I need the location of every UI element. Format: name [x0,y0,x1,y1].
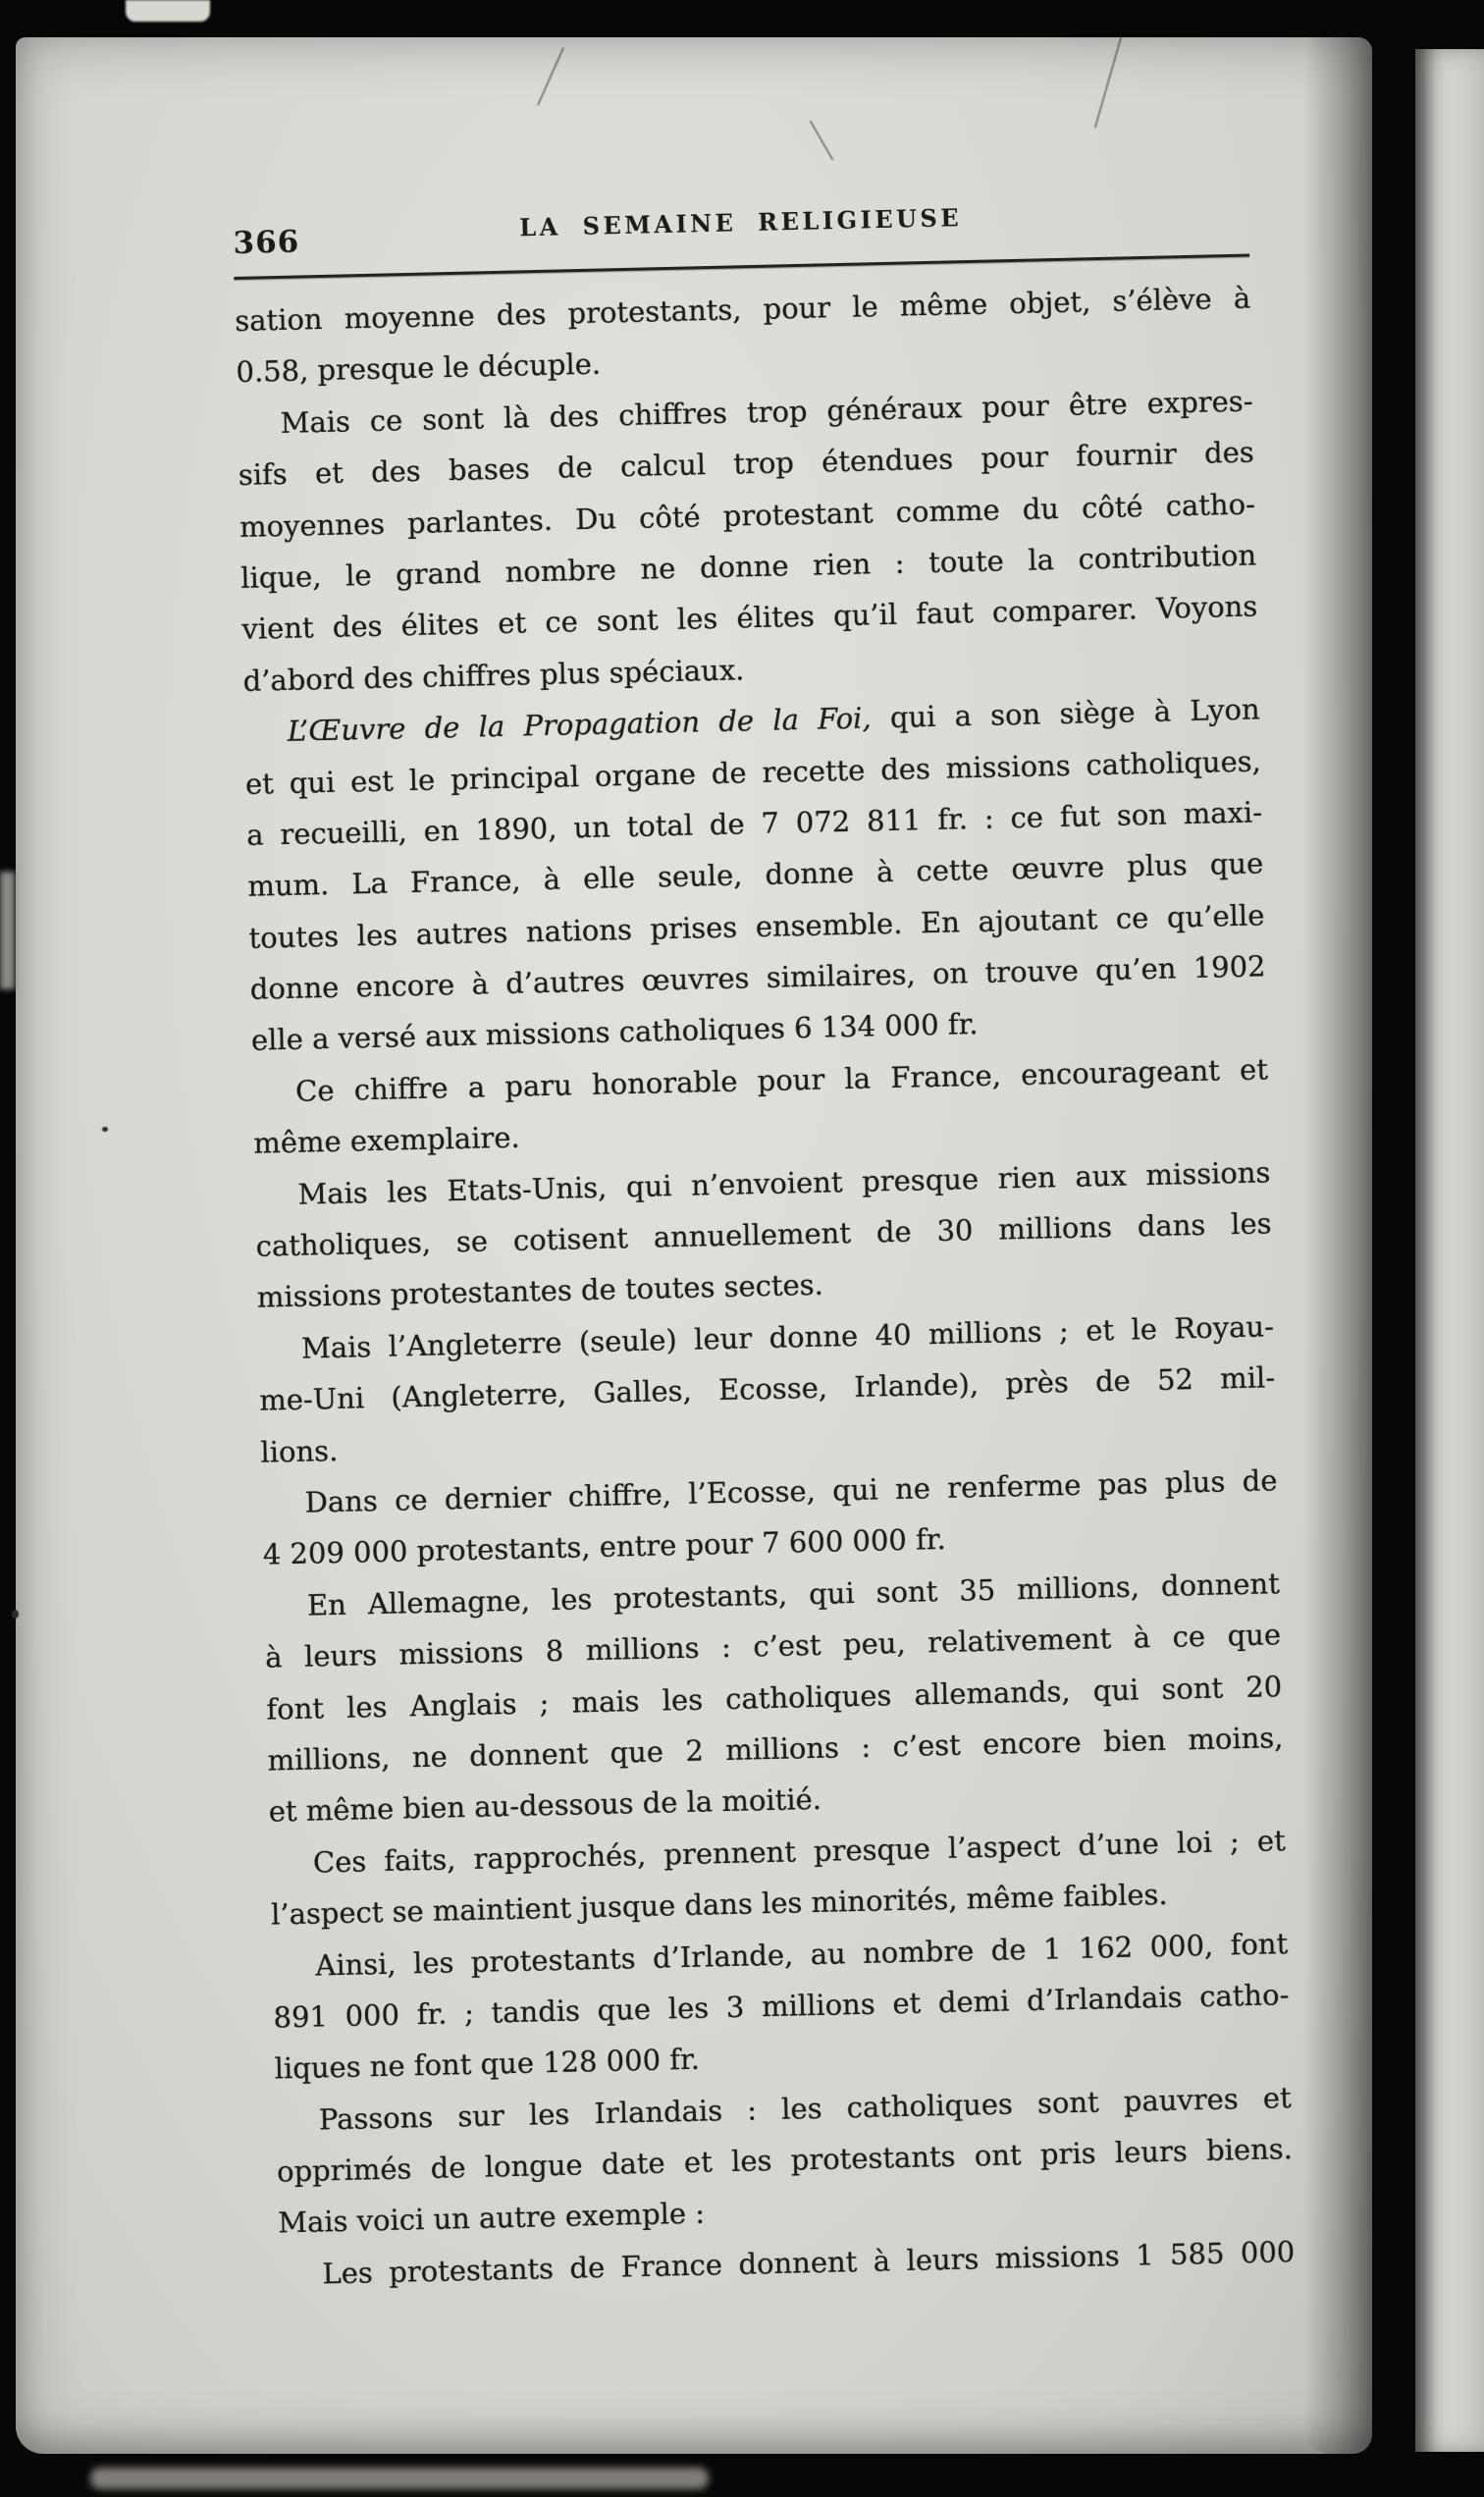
text-run: Mais l’Angleterre (seule) leur donne 40 millions ; et le Royau- [300,1309,1275,1365]
text-run: Les protestants de France donnent à leurs missions 1 585 000 [322,2234,1296,2291]
text-run: l’aspect se maintient jusque dans les minorités, même faibles. [270,1877,1168,1932]
text-run: Ainsi, les protestants d’Irlande, au nombre de 1 162 000, font [314,1926,1289,1983]
text-run: lique, le grand nombre ne donne rien : toute la contribution [239,538,1257,595]
text-run: sation moyenne des protestants, pour le même objet, s’élève à [234,281,1251,338]
text-run: font les Anglais ; mais les catholiques allemands, qui sont 20 [266,1669,1283,1727]
text-run: mum. La France, à elle seule, donne à cette œuvre plus que [247,846,1264,904]
text-run: Ce chiffre a paru honorable pour la France, encourageant et [294,1052,1269,1108]
text-run: lions. [260,1433,339,1469]
scan-artifact-bottom-strip [90,2468,709,2489]
text-run: liques ne font que 128 000 fr. [274,2042,701,2086]
text-run: même exemplaire. [252,1120,521,1161]
scan-artifact-top-patch [126,0,210,22]
text-run: Passons sur les Irlandais : les catholiques sont pauvres et [318,2080,1293,2137]
text-run: Mais ce sont là des chiffres trop généraux pour être expres- [280,384,1253,440]
text-run-italic: L’Œuvre de la Propagation de la Foi, [287,701,872,748]
text-run: toutes les autres nations prises ensemble. En ajoutant ce qu’elle [248,898,1265,955]
text-run: missions protestantes de toutes sectes. [256,1268,824,1315]
text-run: Mais voici un autre exemple : [277,2197,706,2240]
text-run: vient des élites et ce sont les élites qu’il faut comparer. Voyons [241,589,1258,647]
text-run: Ces faits, rapprochés, prennent presque l’aspect d’une loi ; et [312,1823,1287,1880]
text-column [235,272,1296,2300]
scan-speck [102,1127,108,1132]
text-run: à leurs missions 8 millions : c’est peu, relativement à ce que [264,1618,1282,1674]
text-run: En Allemagne, les protestants, qui sont 35 millions, donnent [306,1566,1281,1622]
text-run: et même bien au-dessous de la moitié. [268,1782,822,1829]
text-run: Mais les Etats-Unis, qui n’envoient presque rien aux missions [297,1154,1271,1211]
scan-speck [12,1610,19,1619]
text-run: d’abord des chiffres plus spéciaux. [242,653,745,698]
text-run: moyennes parlantes. Du côté protestant comme du côté catho- [238,487,1256,544]
text-run: 4 209 000 protestants, entre pour 7 600 000 fr. [262,1522,947,1572]
next-page-edge [1415,49,1484,2452]
text-run: millions, ne donnent que 2 millions : c’est encore bien moins, [267,1721,1284,1778]
page-content [233,197,1296,2301]
text-run: 891 000 fr. ; tandis que les 3 millions et demi d’Irlandais catho- [273,1977,1290,2035]
text-run: sifs et des bases de calcul trop étendues pour fournir des [238,435,1255,493]
page [16,37,1372,2454]
text-run: 0.58, presque le décuple. [236,346,602,390]
text-run: catholiques, se cotisent annuellement de 30 millions dans les [255,1206,1272,1263]
text-run: me-Uni (Angleterre, Galles, Ecosse, Irlande), près de 52 mil- [258,1360,1276,1417]
text-run: a recueilli, en 1890, un total de 7 072 811 fr. : ce fut son maxi- [245,795,1263,852]
journal-title: LA SEMAINE RELIGIEUSE [518,203,963,242]
text-run: et qui est le principal organe de recette des missions catholiques, [244,743,1262,801]
page-number: 366 [233,224,300,261]
scan-artifact-left-smudge [0,872,15,989]
text-run: qui a son siège à Lyon [871,692,1260,735]
text-run: opprimés de longue date et les protestants ont pris leurs biens. [276,2132,1294,2189]
text-run: Dans ce dernier chiffre, l’Ecosse, qui ne renferme pas plus de [304,1463,1278,1519]
text-run: donne encore à d’autres œuvres similaires, on trouve qu’en 1902 [249,949,1266,1006]
text-run: elle a versé aux missions catholiques 6 134 000 fr. [250,1007,979,1058]
